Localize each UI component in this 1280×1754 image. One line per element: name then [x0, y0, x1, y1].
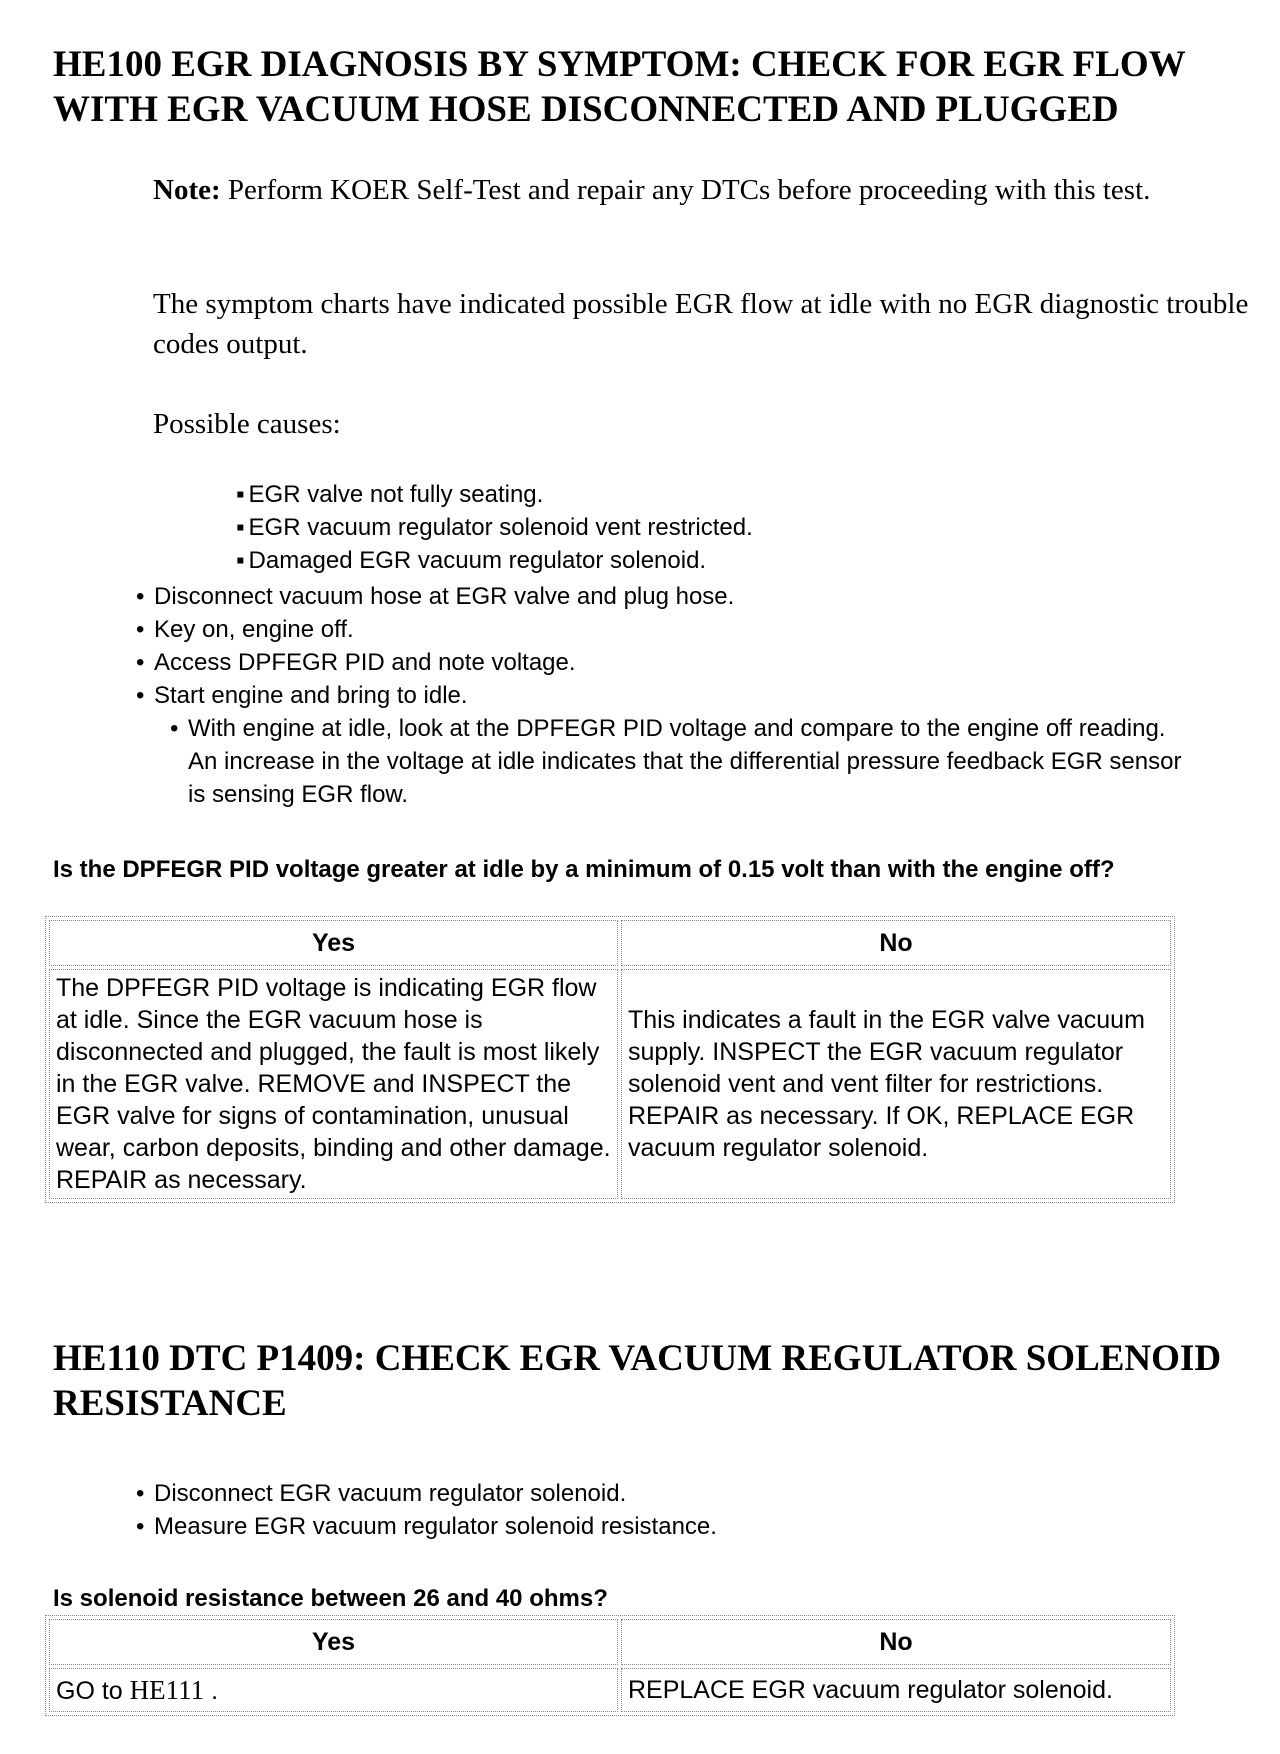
possible-causes-list [236, 478, 753, 577]
yes-header: Yes [49, 920, 618, 966]
cause-item: ▪ EGR valve not fully seating. [236, 478, 753, 511]
step-item: • Disconnect EGR vacuum regulator solenoid. [136, 1477, 1196, 1510]
no-result-cell: This indicates a fault in the EGR valve vacuum supply. INSPECT the EGR vacuum regulator solenoid vent and vent filter for restrictions. REPAIR as necessary. If OK, REPLACE EGR vacuum regulator solenoid. [621, 969, 1171, 1199]
possible-causes-label: Possible causes: [153, 408, 341, 440]
question-dpfegr-voltage: Is the DPFEGR PID voltage greater at idle by a minimum of 0.15 volt than with the engine off? [53, 856, 1115, 883]
section-title-he100: HE100 EGR DIAGNOSIS BY SYMPTOM: CHECK FOR EGR FLOW WITH EGR VACUUM HOSE DISCONNECTED AND PLUGGED [53, 44, 1186, 130]
question-solenoid-resistance: Is solenoid resistance between 26 and 40 ohms? [53, 1585, 608, 1612]
table-row [49, 969, 1171, 1199]
section-title-he110: HE110 DTC P1409: CHECK EGR VACUUM REGULATOR SOLENOID RESISTANCE [53, 1338, 1222, 1424]
no-header: No [621, 920, 1171, 966]
goto-prefix: GO to [56, 1676, 130, 1705]
note-text: Perform KOER Self-Test and repair any DTCs before proceeding with this test. [220, 174, 1151, 206]
note-paragraph [153, 170, 1263, 210]
yes-header: Yes [49, 1619, 618, 1665]
note-label: Note: [153, 174, 221, 206]
step-item: • With engine at idle, look at the DPFEGR PID voltage and compare to the engine off reading. An increase in the voltage at idle indicates that the differential pressure feedback EGR sensor is sensing EGR flow. [136, 712, 1196, 811]
cause-item: ▪ EGR vacuum regulator solenoid vent restricted. [236, 511, 753, 544]
no-result-cell: REPLACE EGR vacuum regulator solenoid. [621, 1668, 1171, 1712]
procedure-steps-list [136, 580, 1196, 811]
step-item: • Access DPFEGR PID and note voltage. [136, 646, 1196, 679]
cause-item: ▪ Damaged EGR vacuum regulator solenoid. [236, 544, 753, 577]
yes-result-cell [49, 1668, 618, 1712]
table-header-row [49, 920, 1171, 966]
yes-no-table-he100 [45, 916, 1175, 1203]
table-header-row [49, 1619, 1171, 1665]
step-item: • Measure EGR vacuum regulator solenoid resistance. [136, 1510, 1196, 1543]
yes-no-table-he110 [45, 1615, 1175, 1716]
symptom-paragraph: The symptom charts have indicated possible EGR flow at idle with no EGR diagnostic trouble codes output. [153, 288, 1249, 360]
step-item: • Disconnect vacuum hose at EGR valve and plug hose. [136, 580, 1196, 613]
table-row [49, 1668, 1171, 1712]
no-header: No [621, 1619, 1171, 1665]
yes-result-cell: The DPFEGR PID voltage is indicating EGR flow at idle. Since the EGR vacuum hose is disconnected and plugged, the fault is most likely in the EGR valve. REMOVE and INSPECT the EGR valve for signs of contamination, unusual wear, carbon deposits, binding and other damage. REPAIR as necessary. [49, 969, 618, 1199]
goto-he111-link[interactable]: HE111 [129, 1674, 205, 1705]
procedure-steps-list [136, 1477, 1196, 1543]
step-item: • Key on, engine off. [136, 613, 1196, 646]
goto-suffix: . [204, 1676, 219, 1705]
step-item: • Start engine and bring to idle. [136, 679, 1196, 712]
